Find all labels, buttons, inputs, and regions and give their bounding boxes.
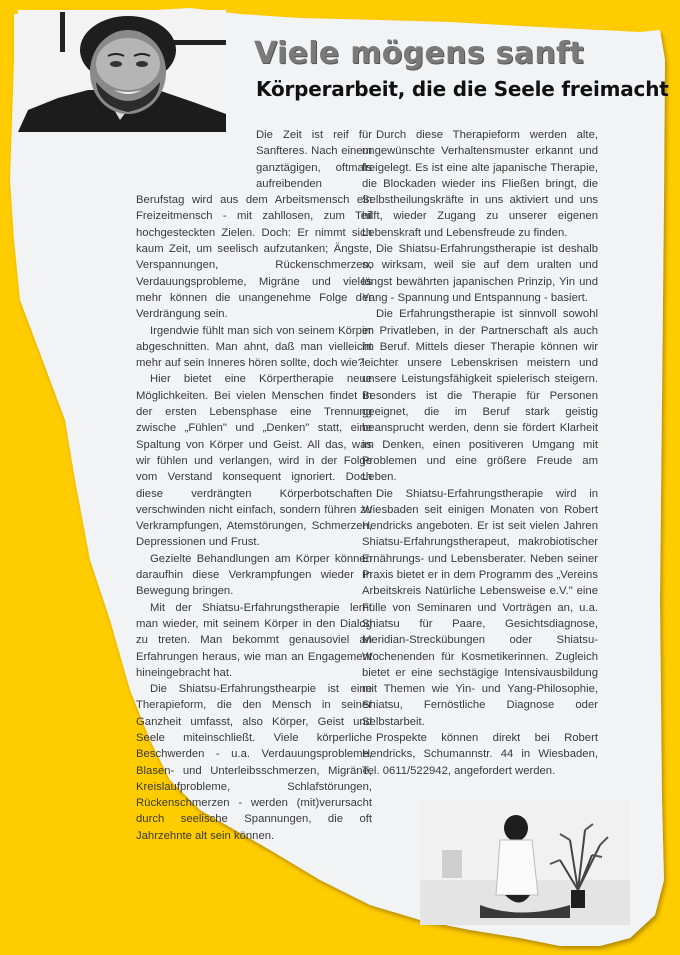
article-subtitle: Körperarbeit, die die Seele freimacht: [256, 77, 669, 101]
shiatsu-treatment-photo: [420, 800, 630, 925]
left-text-column: [136, 127, 372, 844]
paragraph: Die Shiatsu-Erfahrungstherapie ist deshalb so wirksam, weil sie auf dem uralten und längst bewährten japanischen Prinzip, Yin und Yang - Spannung und Entspannung - basiert.: [362, 243, 598, 304]
paragraph: Durch diese Therapieform werden alte, ungewünschte Verhaltensmuster erkannt und freigelegt. Es ist eine alte japanische Therapie, die Blockaden wieder ins Fließen bringt, die Selbstheilungskräfte in uns aktiviert und uns hilft, wieder Zugang zu unserer eigenen Lebenskraft und Lebensfreude zu finden.: [362, 129, 598, 239]
paragraph: Prospekte können direkt bei Robert Hendricks, Schumannstr. 44 in Wiesbaden, Tel. 0611/522942, angefordert werden.: [362, 731, 598, 777]
article-title: Viele mögens sanft: [254, 36, 584, 71]
therapist-and-plant-icon: [420, 800, 630, 925]
portrait-man-icon: [18, 10, 226, 132]
paragraph: Die Shiatsu-Erfahrungsthearpie ist eine Therapieform, die den Mensch in seiner Ganzheit umfasst, also Körper, Geist und Seele miteinschließt. Viele körperliche Beschwerden - u.a. Verdauungsprobleme, Blasen- und Unterleibsschmerzen, Migräne, Kreislaufprobleme, Schlafstörungen, Rückenschmerzen - werden (mit)verursacht durch seelische Spannungen, die oft Jahrzehnte alt sein können.: [136, 683, 372, 842]
paragraph: Gezielte Behandlungen am Körper können daraufhin diese Verkrampfungen wieder in Bewegung bringen.: [136, 552, 372, 598]
paragraph: Die Shiatsu-Erfahrungstherapie wird in Wiesbaden seit einigen Monaten von Robert Hendricks angeboten. Er ist seit vielen Jahren Shiatsu-Erfahrungstherapeut, makrobiotischer Ernährungs- und Lebensberater. Neben seiner Praxis bietet er in dem Programm des „Vereins Arbeitskreis Natürliche Lebensweise e.V." eine Fülle von Seminaren und Vorträgen an, u.a. Shiatsu für Paare, Gesichtsdiagnose, Meridian-Streckübungen oder Shiatsu-Wochenenden für Kosmetikerinnen. Zugleich bietet er eine sechstägige Intensivausbildung mit Themen wie Yin- und Yang-Philosophie, Shiatsu, Fernöstliche Diagnose oder Selbstarbeit.: [362, 487, 598, 728]
paragraph: Die Erfahrungstherapie ist sinnvoll sowohl im Privatleben, in der Partnerschaft als auch im Beruf. Mittels dieser Therapie können wir leichter unsere Lebenskrisen meistern und unsere Leistungsfähigkeit spielerisch steigern. Besonders ist die Therapie für Personen geeignet, die im Beruf stark geistig beansprucht werden, denn sie fördert Klarheit im Denken, einen positiveren Umgang mit Problemen und eine größere Freude am Leben.: [362, 308, 598, 484]
paragraph: Mit der Shiatsu-Erfahrungstherapie lernt man wieder, mit seinem Körper in den Dialog zu treten. Man bekommt genausoviel an Erfahrungen heraus, wie man an Engagement hineingebracht hat.: [136, 601, 372, 679]
photo-wrap-spacer: [136, 127, 256, 191]
right-text-column: [362, 127, 598, 779]
portrait-photo: [18, 10, 226, 132]
paragraph: Irgendwie fühlt man sich von seinem Körper abgeschnitten. Man ahnt, daß man vielleicht mehr auf sein Inneres hören sollte, doch wie?: [136, 324, 372, 370]
paragraph: Hier bietet eine Körpertherapie neue Möglichkeiten. Bei vielen Menschen findet in der ersten Lebensphase eine Trennung zwische „Fühlen" und „Denken" statt, eine Spaltung von Körper und Geist. All das, was wir fühlen und verlangen, wird in der Folge vom Verstand konsequent ignoriert. Doch diese verdrängten Körperbotschaften verschwinden nicht einfach, sondern führen zu Verkrampfungen, Atemstörungen, Schmerzen, Depressionen und Frust.: [136, 373, 372, 549]
paragraph: Die Zeit ist reif für Sanfteres. Nach einem ganztägigen, oftmals aufreibenden Berufstag wird aus dem Arbeitsmensch ein Freizeitmensch - mit zahllosen, zum Teil hochgesteckten Zielen. Doch: Er nimmt sich kaum Zeit, um seelisch aufzutanken; Ängste, Verspannungen, Rückenschmerzen, Verdauungsprobleme, Migräne und vieles mehr können die unangenehme Folge der Verdrängung sein.: [136, 129, 372, 321]
